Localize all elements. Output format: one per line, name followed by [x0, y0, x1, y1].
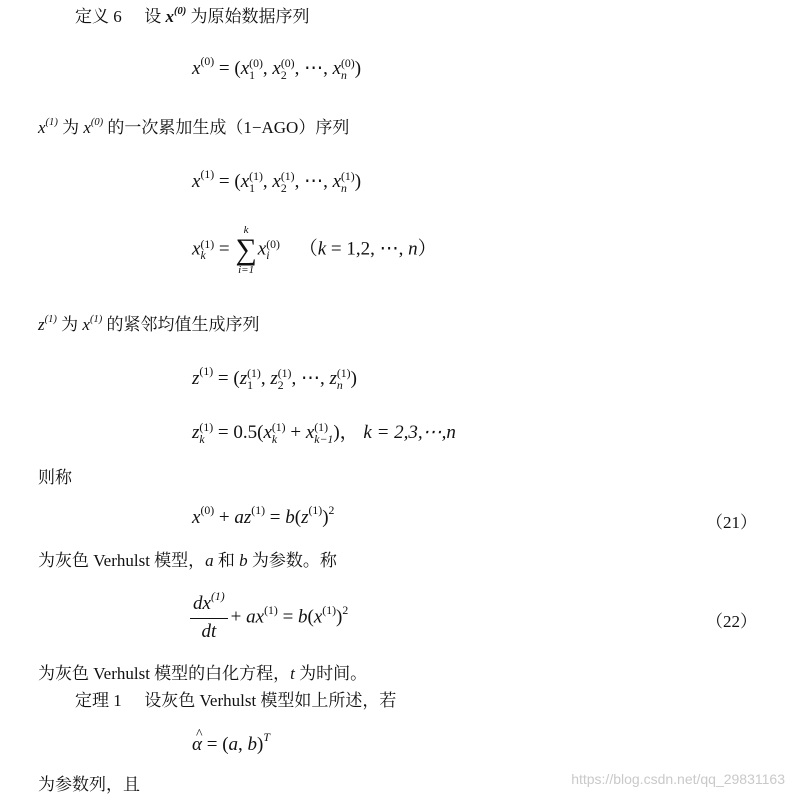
equation-x1-sequence: $x^{(1)} = (x$ (1) 1 , x (1) 2 , ⋯, x (1) n ) — [192, 168, 362, 195]
theorem-text: 设灰色 Verhulst 模型如上所述，若 — [144, 691, 397, 710]
model-text-b: 和 — [217, 551, 235, 570]
equation-22-number: （22） — [706, 612, 757, 631]
sym-x1: $x^{(1)}$ — [38, 117, 58, 137]
sym-x0: $x^{(0)}$ — [165, 6, 187, 26]
sym-z1: $z^{(1)}$ — [38, 314, 57, 334]
theorem-label: 定理 1 — [75, 691, 122, 710]
definition-label: 定义 6 — [75, 7, 122, 26]
watermark: https://blog.csdn.net/qq_29831163 — [571, 771, 785, 787]
theorem-line — [75, 690, 396, 712]
definition-line — [75, 6, 310, 28]
z-tail: 的紧邻均值生成序列 — [106, 315, 260, 334]
ago-description-line — [38, 117, 349, 139]
model-text-a: 为灰色 Verhulst 模型， — [38, 551, 206, 570]
sym-x1: $x^{(1)}$ — [82, 314, 103, 334]
equation-alpha-hat: ^ α = (a, b)$^T$ — [192, 733, 270, 757]
z-description-line — [38, 314, 259, 336]
definition-tail: 为原始数据序列 — [190, 7, 310, 26]
equation-z1-sequence: $z^{(1)} = (z$ (1) 1 , z (1) 2 , ⋯, z (1) n ) — [192, 365, 357, 392]
sym-b: b — [239, 551, 248, 570]
whitening-text-b: 为时间。 — [299, 664, 368, 683]
model-line — [38, 550, 337, 572]
parameter-line: 为参数列，且 — [38, 775, 140, 794]
equation-ago-sum: x (1) k = k ∑ i=1 x (0) i （k = 1,2, ⋯, n） — [192, 224, 437, 276]
equation-21-number: （21） — [706, 513, 757, 532]
then-text: 则称 — [38, 468, 72, 487]
ago-tail: 的一次累加生成（1−AGO）序列 — [107, 118, 350, 137]
whitening-line — [38, 663, 367, 685]
equation-21: $x^{(0)} + az^{(1)} = b(z^{(1)})^2$ — [192, 504, 335, 528]
equation-22: $\frac{dx^{(1)}}{dt}$ + $ax^{(1)} = b(x^{(1)})^2$ — [190, 592, 348, 644]
whitening-text-a: 为灰色 Verhulst 模型的白化方程， — [38, 664, 291, 683]
model-text-c: 为参数。称 — [251, 551, 337, 570]
equation-x0-sequence: $x^{(0)} = (x$ (0) 1 , x (0) 2 , ⋯, x (0) n ) — [192, 55, 362, 82]
z-mid: 为 — [61, 315, 79, 334]
z-range: k = 2,3,⋯,n — [363, 422, 456, 443]
sym-t: t — [290, 664, 295, 683]
sym-a: a — [205, 551, 214, 570]
equation-z-mean: z (1) k = 0.5(x (1) k + x (1) k−1 )， k = 2,3,⋯,n — [192, 421, 456, 446]
ago-mid: 为 — [62, 118, 80, 137]
sym-x0: $x^{(0)}$ — [83, 117, 104, 137]
definition-lead: 设 — [144, 7, 162, 26]
